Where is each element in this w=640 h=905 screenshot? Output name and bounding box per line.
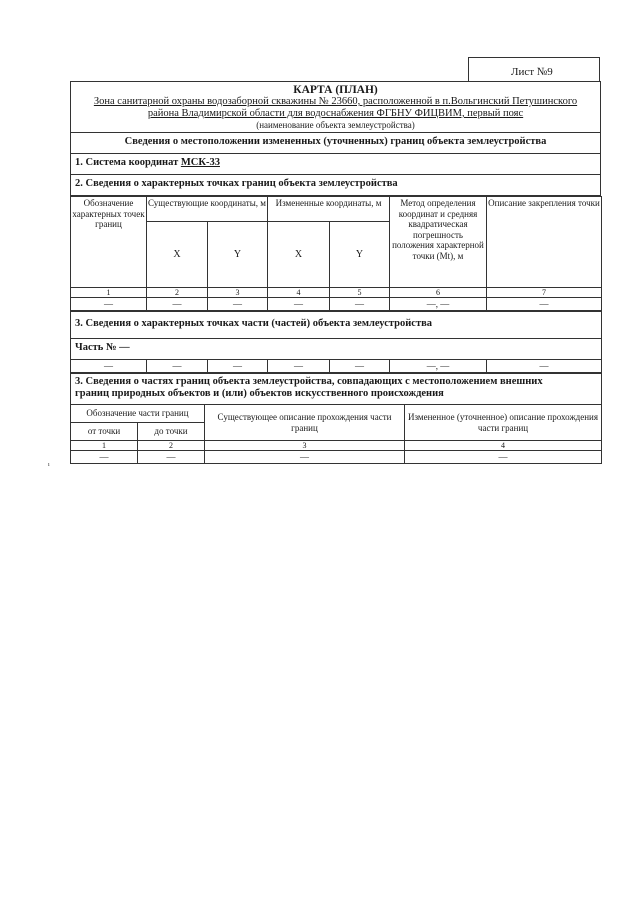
table-cell: — — [208, 298, 268, 311]
coordinate-system-value: МСК-33 — [180, 157, 220, 168]
table-cell: — — [405, 451, 602, 464]
column-number: 3 — [208, 288, 268, 298]
header-existing-y: Y — [208, 222, 268, 288]
header-existing-description: Существующее описание прохождения части границ — [205, 405, 405, 441]
header-changed-x: X — [268, 222, 330, 288]
column-number: 4 — [268, 288, 330, 298]
section-2-title: 2. Сведения о характерных точках границ объекта землеустройства — [71, 175, 601, 196]
land-plan-form — [70, 81, 601, 464]
section-4-table — [70, 373, 602, 464]
title-block — [71, 82, 601, 133]
sheet-number: Лист №9 — [511, 66, 553, 78]
column-number: 1 — [71, 441, 138, 451]
header-part: Обозначение части границ — [71, 405, 205, 423]
coordinate-system-label: 1. Система координат — [75, 157, 179, 168]
section-4-title-line1: 3. Сведения о частях границ объекта землеустройства, совпадающих с местоположением внешних — [75, 376, 543, 387]
table-cell: — — [268, 298, 330, 311]
table-cell: —, — — [390, 360, 487, 373]
object-name-line1: Зона санитарной охраны водозаборной скважины № 23660, расположенной в п.Вольгинский Петушинского — [93, 96, 578, 107]
column-numbers-row — [71, 441, 602, 451]
column-number: 7 — [487, 288, 602, 298]
column-numbers-row — [71, 288, 602, 298]
header-changed-y: Y — [330, 222, 390, 288]
table-cell: —, — — [390, 298, 487, 311]
section-3-title: 3. Сведения о характерных точках части (частей) объекта землеустройства — [71, 312, 602, 339]
section-header: Сведения о местоположении измененных (уточненных) границ объекта землеустройства — [71, 133, 601, 154]
section-4-title — [71, 374, 602, 405]
header-to-point: до точки — [138, 423, 205, 441]
column-number: 2 — [147, 288, 208, 298]
table-cell: — — [330, 360, 390, 373]
table-row — [71, 360, 602, 373]
header-table — [70, 81, 601, 196]
table-cell: — — [487, 360, 602, 373]
column-number: 6 — [390, 288, 487, 298]
header-changed-coords: Измененные координаты, м — [268, 197, 390, 222]
coordinate-system — [71, 154, 601, 175]
form-title: КАРТА (ПЛАН) — [293, 84, 378, 96]
header-existing-coords: Существующие координаты, м — [147, 197, 268, 222]
boundary-points-table — [70, 196, 602, 311]
table-cell: — — [138, 451, 205, 464]
column-number: 4 — [405, 441, 602, 451]
table-cell: — — [208, 360, 268, 373]
sheet-number-box — [468, 57, 600, 82]
header-method: Метод определения координат и средняя квадратическая погрешность положения характерной точки (Mt), м — [390, 197, 487, 288]
table-cell: — — [268, 360, 330, 373]
margin-mark: ı — [48, 462, 50, 468]
table-row — [71, 451, 602, 464]
section-3-table — [70, 311, 602, 373]
table-cell: — — [147, 360, 208, 373]
table-cell: — — [487, 298, 602, 311]
table-cell: — — [330, 298, 390, 311]
table-cell: — — [71, 451, 138, 464]
section-4-title-line2: границ природных объектов и (или) объектов искусственного происхождения — [75, 388, 444, 399]
header-point: Обозначение характерных точек границ — [71, 197, 147, 288]
table-row — [71, 298, 602, 311]
object-name-caption: (наименование объекта землеустройства) — [256, 120, 415, 130]
column-number: 3 — [205, 441, 405, 451]
table-cell: — — [205, 451, 405, 464]
header-from-point: от точки — [71, 423, 138, 441]
table-cell: — — [147, 298, 208, 311]
column-number: 2 — [138, 441, 205, 451]
header-existing-x: X — [147, 222, 208, 288]
part-label: Часть № — — [71, 339, 602, 360]
table-cell: — — [71, 298, 147, 311]
header-description: Описание закрепления точки — [487, 197, 602, 288]
object-name-line2: района Владимирской области для водоснабжения ФГБНУ ФИЦВИМ, первый пояс — [147, 108, 524, 119]
table-cell: — — [71, 360, 147, 373]
header-changed-description: Измененное (уточненное) описание прохождения части границ — [405, 405, 602, 441]
column-number: 5 — [330, 288, 390, 298]
column-number: 1 — [71, 288, 147, 298]
